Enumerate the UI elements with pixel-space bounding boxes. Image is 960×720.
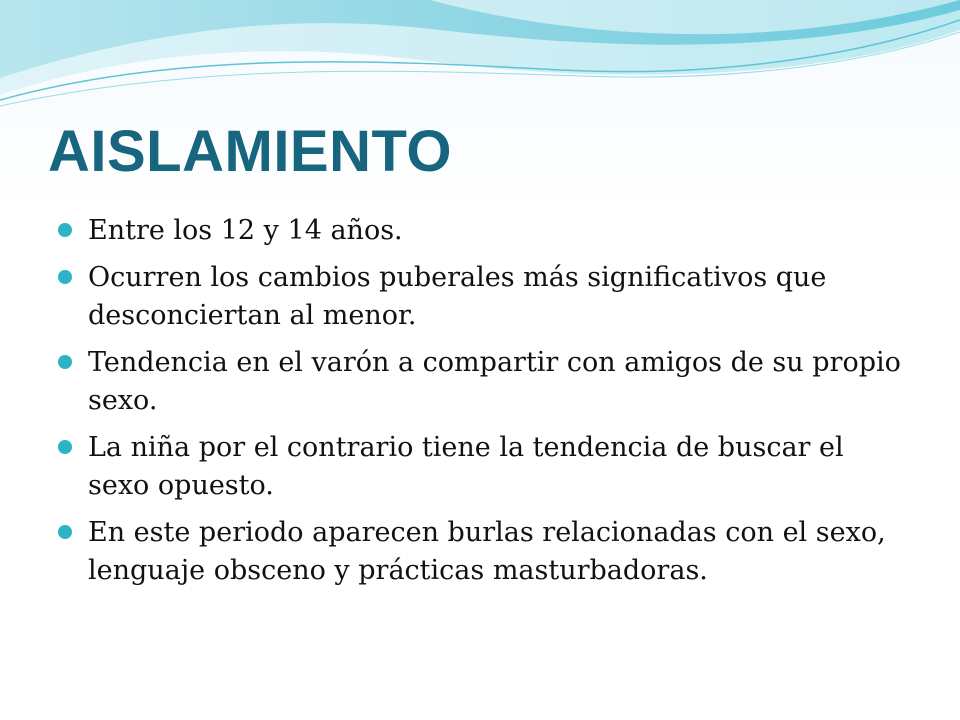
bullet-text: Ocurren los cambios puberales más significativos que desconciertan al menor. (88, 262, 827, 331)
bullet-text: Tendencia en el varón a compartir con amigos de su propio sexo. (88, 347, 901, 416)
bullet-text: Entre los 12 y 14 años. (88, 215, 403, 246)
bullet-dot-icon (58, 270, 72, 284)
bullet-item (56, 514, 906, 590)
wave-header-decoration (0, 0, 960, 120)
bullet-item (56, 344, 906, 420)
bullet-dot-icon (58, 223, 72, 237)
bullet-item (56, 212, 906, 250)
bullet-text: En este periodo aparecen burlas relacionadas con el sexo, lenguaje obsceno y prácticas masturbadoras. (88, 517, 886, 586)
bullet-item (56, 429, 906, 505)
bullet-dot-icon (58, 355, 72, 369)
bullet-dot-icon (58, 525, 72, 539)
bullet-list (56, 212, 906, 599)
slide-title: AISLAMIENTO (48, 119, 452, 184)
bullet-item (56, 259, 906, 335)
bullet-dot-icon (58, 440, 72, 454)
bullet-text: La niña por el contrario tiene la tendencia de buscar el sexo opuesto. (88, 432, 844, 501)
